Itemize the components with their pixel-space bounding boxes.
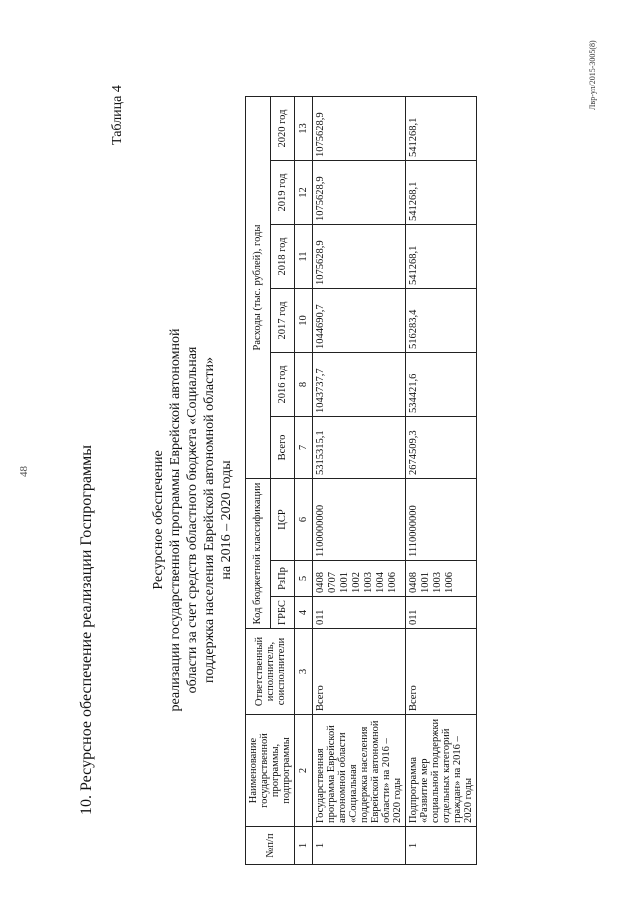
header-year-2017: 2017 год <box>270 289 295 353</box>
title-line: поддержка населения Еврейской автономной области» <box>202 357 217 683</box>
row-num: 1 <box>313 827 406 865</box>
rzpr-code: 1004 <box>375 572 386 593</box>
header-expenses: Расходы (тыс. рублей), годы <box>246 97 271 479</box>
title-line: Ресурсное обеспечение <box>151 450 166 590</box>
row-2019: 541268,1 <box>406 161 477 225</box>
row-2018: 1075628,9 <box>313 225 406 289</box>
rzpr-code: 1001 <box>420 572 431 593</box>
row-2016: 1043737,7 <box>313 353 406 417</box>
rzpr-code: 0408 <box>315 572 326 593</box>
title-line: реализации государственной программы Еврейской автономной <box>168 328 183 712</box>
header-name: Наименование государственной программы, подпрограммы <box>246 715 295 827</box>
row-2017: 1044690,7 <box>313 289 406 353</box>
rzpr-code: 0408 <box>408 572 419 593</box>
row-2018: 541268,1 <box>406 225 477 289</box>
index-cell: 4 <box>295 597 313 629</box>
header-year-2020: 2020 год <box>270 97 295 161</box>
column-index-row <box>295 97 313 865</box>
row-2020: 541268,1 <box>406 97 477 161</box>
rzpr-code: 1002 <box>351 572 362 593</box>
header-year-2018: 2018 год <box>270 225 295 289</box>
header-csr: ЦСР <box>270 479 295 561</box>
index-cell: 6 <box>295 479 313 561</box>
index-cell: 8 <box>295 353 313 417</box>
rzpr-code: 1003 <box>363 572 374 593</box>
header-total: Всего <box>270 417 295 479</box>
index-cell: 1 <box>295 827 313 865</box>
header-year-2016: 2016 год <box>270 353 295 417</box>
row-grbs: 011 <box>406 597 477 629</box>
row-name: Государственная программа Еврейской автономной области «Социальная поддержка населения Еврейской автономной области» на 2016 – 2020 годы <box>313 715 406 827</box>
header-executor: Ответственный исполнитель, соисполнители <box>246 629 295 715</box>
rzpr-code: 1006 <box>444 572 455 593</box>
index-cell: 11 <box>295 225 313 289</box>
table-title <box>150 305 235 735</box>
row-num: 1 <box>406 827 477 865</box>
row-executor: Всего <box>313 629 406 715</box>
index-cell: 13 <box>295 97 313 161</box>
row-2020: 1075628,9 <box>313 97 406 161</box>
title-line: на 2016 – 2020 годы <box>219 460 234 580</box>
header-year-2019: 2019 год <box>270 161 295 225</box>
table-row <box>406 97 477 865</box>
index-cell: 5 <box>295 561 313 597</box>
header-num: №п/п <box>246 827 295 865</box>
row-executor: Всего <box>406 629 477 715</box>
table-row <box>313 97 406 865</box>
index-cell: 3 <box>295 629 313 715</box>
row-total: 5315315,1 <box>313 417 406 479</box>
index-cell: 10 <box>295 289 313 353</box>
row-csr: 1110000000 <box>406 479 477 561</box>
index-cell: 7 <box>295 417 313 479</box>
row-grbs: 011 <box>313 597 406 629</box>
row-2019: 1075628,9 <box>313 161 406 225</box>
header-rzpr: РзПр <box>270 561 295 597</box>
header-budget-code: Код бюджетной классификации <box>246 479 271 629</box>
rzpr-code: 1006 <box>387 572 398 593</box>
row-rzpr <box>313 561 406 597</box>
row-name: Подпрограмма «Развитие мер социальной поддержки отдельных категорий граждан» на 2016 – 2020 годы <box>406 715 477 827</box>
row-rzpr <box>406 561 477 597</box>
row-total: 2674509,3 <box>406 417 477 479</box>
rzpr-code: 1003 <box>432 572 443 593</box>
rzpr-code: 0707 <box>327 572 338 593</box>
row-2017: 516283,4 <box>406 289 477 353</box>
title-line: области за счет средств областного бюджета «Социальная <box>185 346 200 694</box>
section-title: 10. Ресурсное обеспечение реализации Госпрограммы <box>78 445 95 815</box>
footer-code: Лвр-ул/2015-3005(8) <box>588 40 597 110</box>
header-grbs: ГРБС <box>270 597 295 629</box>
resource-table <box>245 96 477 865</box>
index-cell: 2 <box>295 715 313 827</box>
row-2016: 534421,6 <box>406 353 477 417</box>
index-cell: 12 <box>295 161 313 225</box>
page-number: 48 <box>18 466 30 477</box>
rzpr-code: 1001 <box>339 572 350 593</box>
row-csr: 1100000000 <box>313 479 406 561</box>
table-label: Таблица 4 <box>110 85 125 145</box>
